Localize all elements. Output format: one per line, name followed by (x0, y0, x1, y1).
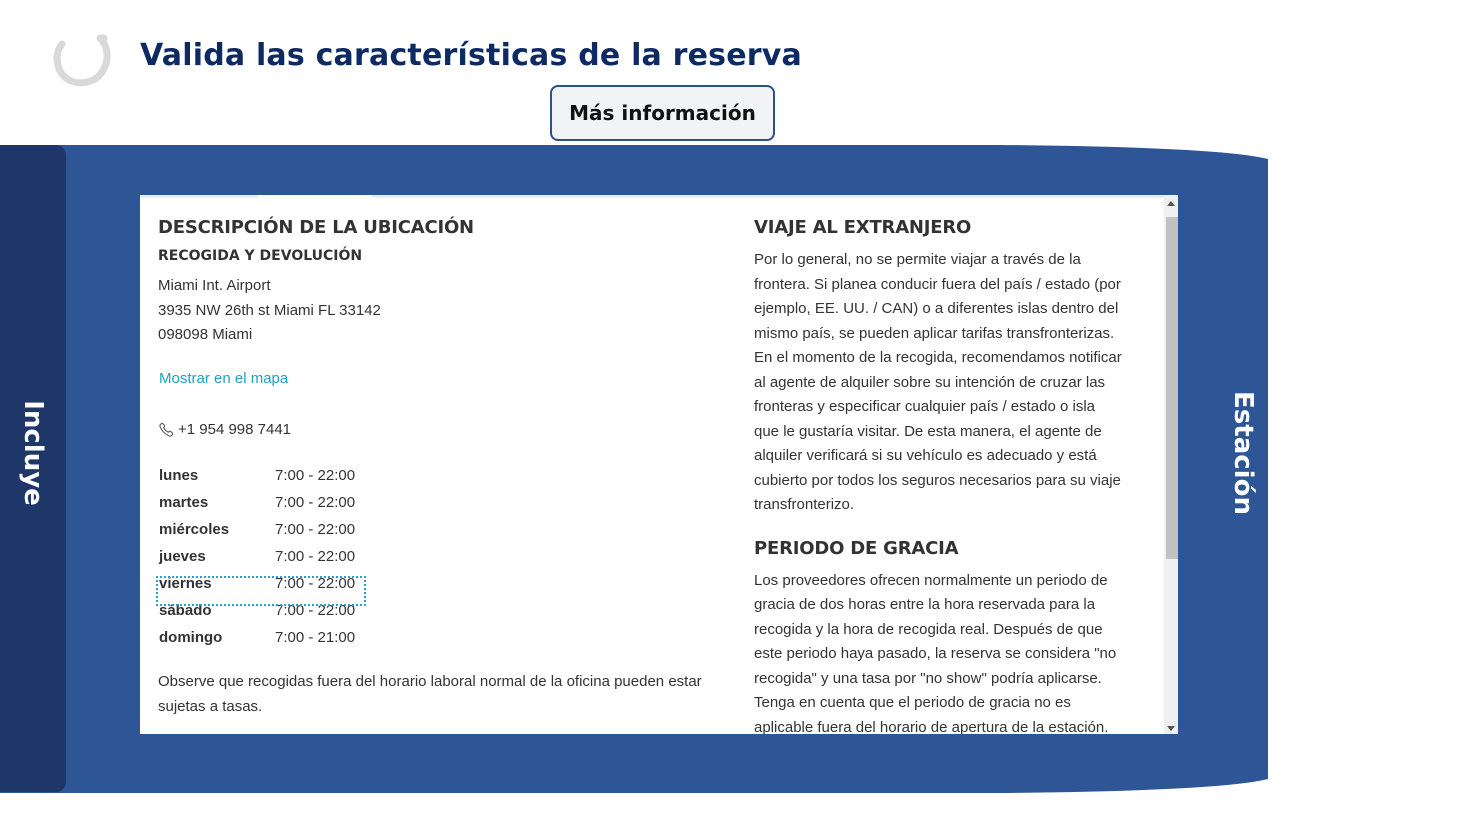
hours-row (158, 489, 356, 516)
text-line: al agente de alquiler sobre su intención de cruzar las (754, 373, 1106, 391)
pickup-return-heading: RECOGIDA Y DEVOLUCIÓN (158, 248, 363, 264)
hours-day: jueves (159, 547, 206, 565)
scroll-down-arrow-icon[interactable] (1167, 726, 1175, 731)
text-line: alquiler verificará si su vehículo es adecuado y está (754, 447, 1097, 464)
text-line: En el momento de la recogida, recomendamos notificar (754, 349, 1122, 366)
hours-row (158, 543, 356, 570)
location-column (158, 217, 718, 719)
show-map-link[interactable]: Mostrar en el mapa (159, 369, 289, 387)
hours-time: 7:00 - 22:00 (275, 574, 356, 592)
text-line: cubierto por todos los seguros necesarios para su viaje (754, 471, 1121, 489)
scroll-thumb[interactable] (1166, 217, 1178, 559)
page-title: Valida las características de la reserva (140, 38, 802, 73)
opening-hours-table (158, 462, 356, 651)
hours-day: lunes (159, 466, 199, 484)
hours-time: 7:00 - 22:00 (275, 601, 356, 619)
text-line: ejemplo, EE. UU. / CAN) o a diferentes islas dentro del (754, 300, 1119, 317)
hours-row (158, 516, 356, 543)
tab-incluye-label: Incluye (18, 400, 49, 506)
hours-day: viernes (159, 574, 212, 592)
text-line: Por lo general, no se permite viajar a través de la (754, 251, 1081, 268)
text-line: este periodo haya pasado, la reserva se considera "no (754, 645, 1117, 662)
panel-scrollbar[interactable] (1164, 195, 1178, 734)
text-line: recogida" y una tasa por "no show" podría aplicarse. (754, 669, 1102, 687)
phone-number: +1 954 998 7441 (178, 420, 292, 438)
text-line: aplicable fuera del horario de apertura de la estación. (754, 718, 1109, 734)
travel-abroad-text (754, 248, 1146, 518)
hours-day: martes (159, 493, 209, 511)
text-line: transfronterizo. (754, 496, 855, 513)
hours-row (158, 624, 356, 651)
tab-estacion[interactable] (1210, 145, 1276, 761)
panel-tab-strip (140, 195, 1164, 198)
text-line: Tenga en cuenta que el periodo de gracia no es (754, 694, 1071, 711)
hours-day: miércoles (159, 520, 230, 538)
travel-abroad-heading: VIAJE AL EXTRANJERO (754, 217, 972, 238)
hours-note: Observe que recogidas fuera del horario laboral normal de la oficina pueden estar sujetas a tasas. (158, 672, 702, 715)
grace-period-text (754, 569, 1146, 735)
address-line: 3935 NW 26th st Miami FL 33142 (158, 301, 381, 319)
tab-incluye-label-wrap[interactable] (0, 145, 66, 761)
scroll-up-arrow-icon[interactable] (1167, 201, 1175, 206)
hours-time: 7:00 - 21:00 (275, 628, 356, 646)
grace-period-heading: PERIODO DE GRACIA (754, 537, 959, 559)
focus-outline (156, 576, 366, 606)
more-info-button[interactable]: Más información (550, 85, 775, 141)
hours-day: sábado (159, 601, 212, 619)
phone-icon (158, 421, 175, 438)
location-heading: DESCRIPCIÓN DE LA UBICACIÓN (158, 217, 474, 238)
text-line: mismo país, se pueden aplicar tarifas transfronterizas. (754, 324, 1115, 342)
text-line: que le gustaría visitar. De esta manera, el agente de (754, 422, 1102, 440)
hours-row (158, 462, 356, 489)
text-line: Los proveedores ofrecen normalmente un periodo de (754, 571, 1108, 589)
text-line: frontera. Si planea conducir fuera del país / estado (por (754, 275, 1121, 293)
text-line: fronteras y especificar cualquier país / estado o isla (754, 398, 1096, 415)
hours-day: domingo (159, 628, 223, 646)
address-line: 098098 Miami (158, 326, 253, 343)
info-column (754, 217, 1146, 734)
text-line: gracia de dos horas entre la hora reservada para la (754, 596, 1096, 613)
address-line: Miami Int. Airport (158, 277, 271, 294)
hours-time: 7:00 - 22:00 (275, 520, 356, 538)
station-details-panel (140, 195, 1178, 734)
address-block (158, 274, 718, 348)
hours-time: 7:00 - 22:00 (275, 493, 356, 511)
tab-estacion-label: Estación (1228, 391, 1258, 515)
hours-time: 7:00 - 22:00 (275, 547, 356, 565)
brand-logo (52, 30, 112, 88)
text-line: recogida y la hora de recogida real. Después de que (754, 620, 1103, 638)
hours-time: 7:00 - 22:00 (275, 466, 356, 484)
phone-row (158, 421, 718, 438)
